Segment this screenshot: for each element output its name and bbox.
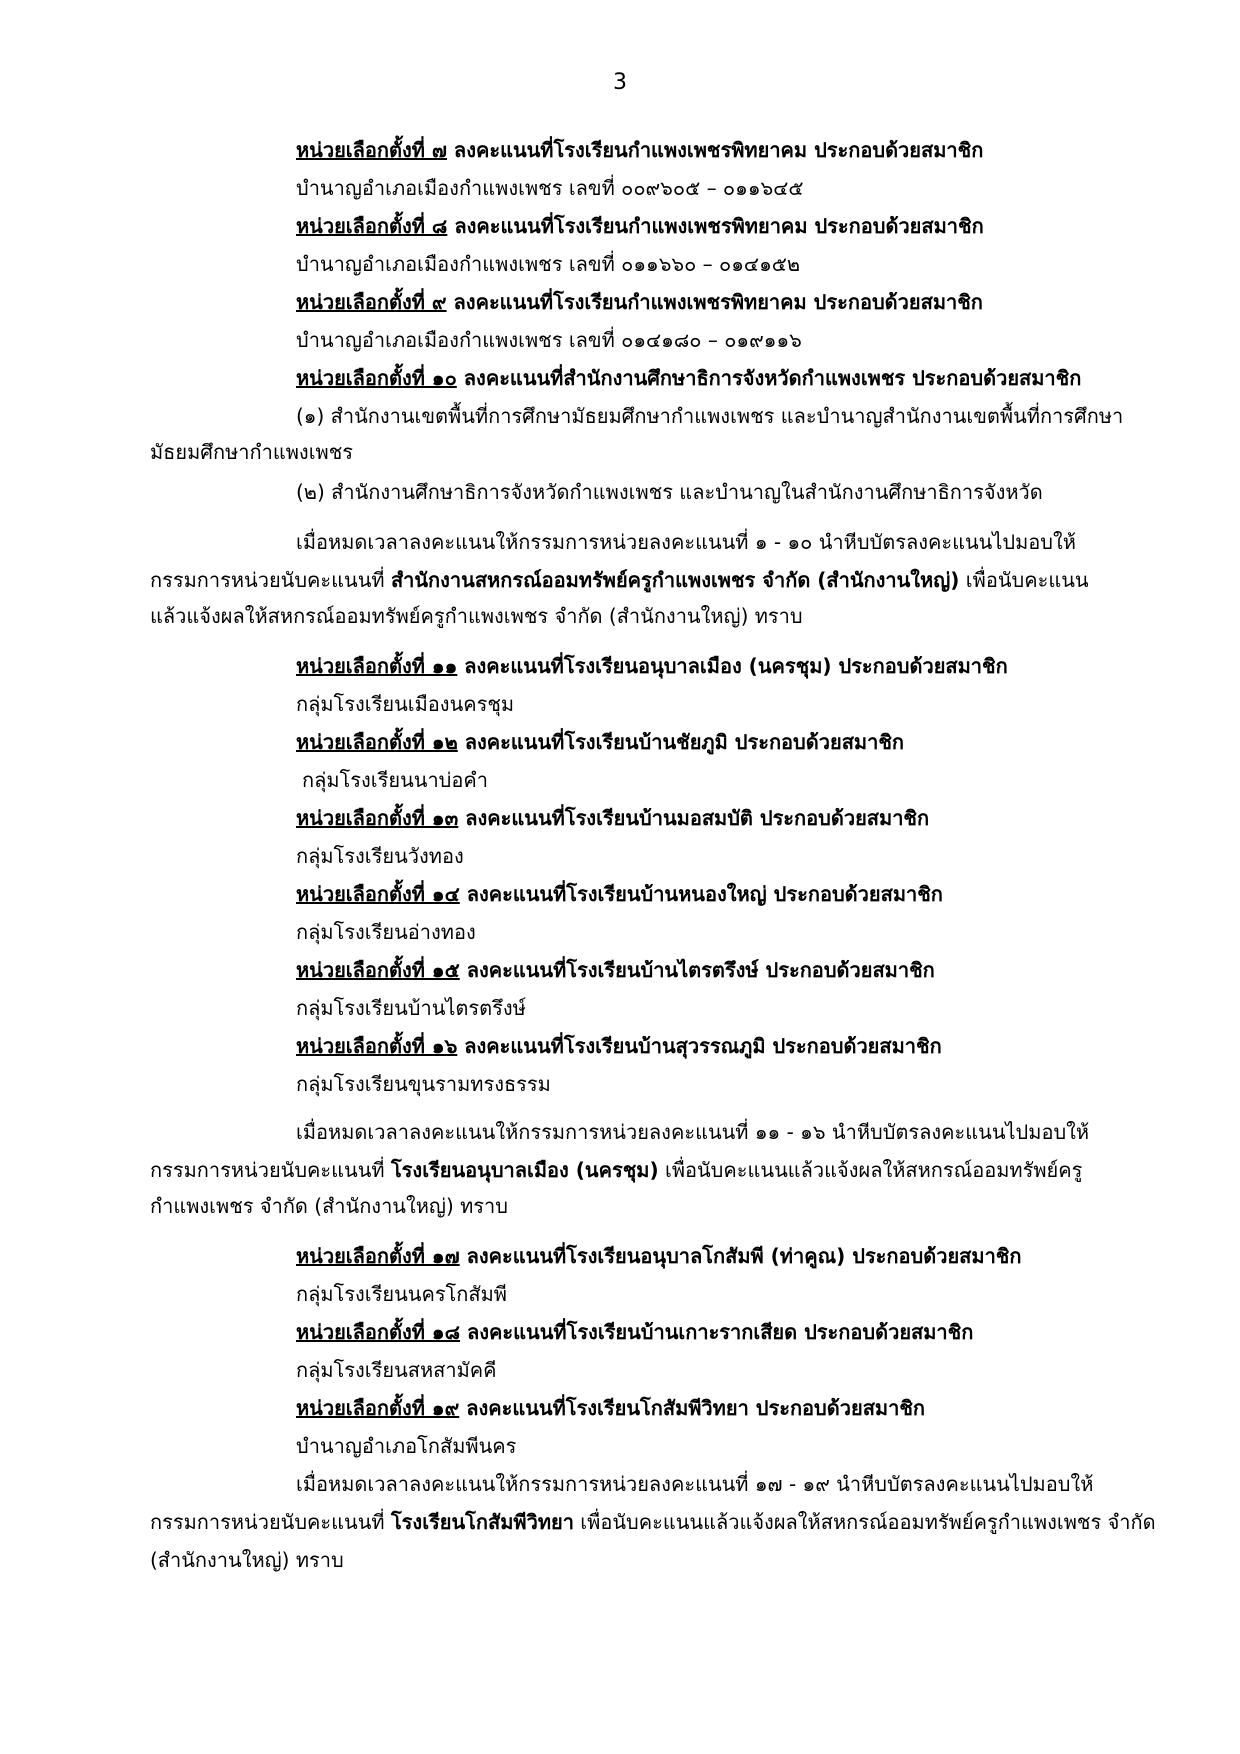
unit-members: กลุ่มโรงเรียนนครโกสัมพี — [296, 1282, 507, 1306]
unit-label: หน่วยเลือกตั้งที่ ๑๑ — [296, 654, 458, 678]
unit-location: ลงคะแนนที่โรงเรียนอนุบาลเมือง (นครชุม) ประกอบด้วยสมาชิก — [457, 654, 1008, 678]
unit-label: หน่วยเลือกตั้งที่ ๘ — [296, 214, 448, 238]
page-number: 3 — [613, 70, 627, 95]
paragraph-line: (สำนักงานใหญ่) ทราบ — [150, 1548, 344, 1572]
paragraph-line — [150, 1508, 1156, 1536]
unit-heading — [296, 364, 1081, 392]
unit-heading — [296, 956, 935, 984]
paragraph-line — [150, 566, 1089, 594]
counting-location: สำนักงานสหกรณ์ออมทรัพย์ครูกำแพงเพชร จำกัด (สำนักงานใหญ่) — [390, 568, 960, 592]
unit-label: หน่วยเลือกตั้งที่ ๑๘ — [296, 1320, 461, 1344]
unit-members: บำนาญอำเภอเมืองกำแพงเพชร เลขที่ ๐๑๔๑๘๐ – ๐๑๙๑๑๖ — [296, 328, 802, 352]
text-span: กรรมการหน่วยนับคะแนนที่ — [150, 1510, 391, 1534]
text-span: เพื่อนับคะแนนแล้วแจ้งผลให้สหกรณ์ออมทรัพย์ครูกำแพงเพชร จำกัด — [573, 1510, 1156, 1534]
unit-location: ลงคะแนนที่โรงเรียนบ้านเกาะรากเสียด ประกอบด้วยสมาชิก — [460, 1320, 974, 1344]
unit-label: หน่วยเลือกตั้งที่ ๑๐ — [296, 366, 457, 390]
counting-location: โรงเรียนโกสัมพีวิทยา — [390, 1510, 574, 1534]
text-span: กรรมการหน่วยนับคะแนนที่ — [150, 1158, 391, 1182]
unit-location: ลงคะแนนที่โรงเรียนโกสัมพีวิทยา ประกอบด้วยสมาชิก — [459, 1396, 925, 1420]
paragraph-line: แล้วแจ้งผลให้สหกรณ์ออมทรัพย์ครูกำแพงเพชร จำกัด (สำนักงานใหญ่) ทราบ — [150, 604, 803, 628]
unit-location: ลงคะแนนที่โรงเรียนกำแพงเพชรพิทยาคม ประกอบด้วยสมาชิก — [446, 138, 984, 162]
paragraph-line: เมื่อหมดเวลาลงคะแนนให้กรรมการหน่วยลงคะแนนที่ ๑ - ๑๐ นำหีบบัตรลงคะแนนไปมอบให้ — [296, 530, 1076, 554]
unit-heading — [296, 728, 904, 756]
unit-label: หน่วยเลือกตั้งที่ ๗ — [296, 138, 447, 162]
unit-heading — [296, 652, 1008, 680]
paragraph-line: กำแพงเพชร จำกัด (สำนักงานใหญ่) ทราบ — [150, 1194, 508, 1218]
unit-members: บำนาญอำเภอเมืองกำแพงเพชร เลขที่ ๐๑๑๖๖๐ – ๐๑๔๑๕๒ — [296, 252, 801, 276]
unit-location: ลงคะแนนที่โรงเรียนบ้านชัยภูมิ ประกอบด้วยสมาชิก — [457, 730, 904, 754]
unit-members: กลุ่มโรงเรียนอ่างทอง — [296, 920, 476, 944]
unit-location: ลงคะแนนที่โรงเรียนกำแพงเพชรพิทยาคม ประกอบด้วยสมาชิก — [447, 214, 984, 238]
unit-label: หน่วยเลือกตั้งที่ ๑๔ — [296, 882, 460, 906]
unit-label: หน่วยเลือกตั้งที่ ๑๖ — [296, 1034, 458, 1058]
unit-heading — [296, 288, 983, 316]
text-span: เพื่อนับคะแนนแล้วแจ้งผลให้สหกรณ์ออมทรัพย์ครู — [658, 1158, 1083, 1182]
unit-members: บำนาญอำเภอโกสัมพีนคร — [296, 1434, 517, 1458]
unit-members: กลุ่มโรงเรียนเมืองนครชุม — [296, 692, 515, 716]
unit-location: ลงคะแนนที่โรงเรียนอนุบาลโกสัมพี (ท่าคูณ) ประกอบด้วยสมาชิก — [459, 1244, 1022, 1268]
unit-location: ลงคะแนนที่โรงเรียนบ้านหนองใหญ่ ประกอบด้วยสมาชิก — [459, 882, 943, 906]
unit-member-item: (๑) สำนักงานเขตพื้นที่การศึกษามัธยมศึกษากำแพงเพชร และบำนาญสำนักงานเขตพื้นที่การศึกษา — [296, 404, 1124, 428]
unit-heading — [296, 880, 943, 908]
paragraph-line — [150, 1156, 1082, 1184]
text-span: กรรมการหน่วยนับคะแนนที่ — [150, 568, 391, 592]
paragraph-line: เมื่อหมดเวลาลงคะแนนให้กรรมการหน่วยลงคะแนนที่ ๑๗ - ๑๙ นำหีบบัตรลงคะแนนไปมอบให้ — [296, 1472, 1094, 1496]
unit-member-item-continued: มัธยมศึกษากำแพงเพชร — [150, 440, 354, 464]
paragraph-line: เมื่อหมดเวลาลงคะแนนให้กรรมการหน่วยลงคะแนนที่ ๑๑ - ๑๖ นำหีบบัตรลงคะแนนไปมอบให้ — [296, 1120, 1090, 1144]
unit-members: บำนาญอำเภอเมืองกำแพงเพชร เลขที่ ๐๐๙๖๐๕ – ๐๑๑๖๔๕ — [296, 176, 804, 200]
unit-heading — [296, 1032, 942, 1060]
unit-location: ลงคะแนนที่โรงเรียนบ้านมอสมบัติ ประกอบด้วยสมาชิก — [458, 806, 930, 830]
text-span: เพื่อนับคะแนน — [959, 568, 1089, 592]
unit-label: หน่วยเลือกตั้งที่ ๑๙ — [296, 1396, 460, 1420]
unit-heading — [296, 136, 983, 164]
unit-location: ลงคะแนนที่โรงเรียนบ้านสุวรรณภูมิ ประกอบด้วยสมาชิก — [457, 1034, 942, 1058]
unit-members: กลุ่มโรงเรียนนาบ่อคำ — [302, 768, 488, 792]
unit-heading — [296, 804, 929, 832]
unit-location: ลงคะแนนที่สำนักงานศึกษาธิการจังหวัดกำแพงเพชร ประกอบด้วยสมาชิก — [456, 366, 1082, 390]
unit-member-item: (๒) สำนักงานศึกษาธิการจังหวัดกำแพงเพชร และบำนาญในสำนักงานศึกษาธิการจังหวัด — [296, 480, 1043, 504]
unit-label: หน่วยเลือกตั้งที่ ๙ — [296, 290, 447, 314]
unit-members: กลุ่มโรงเรียนบ้านไตรตรึงษ์ — [296, 996, 526, 1020]
unit-location: ลงคะแนนที่โรงเรียนกำแพงเพชรพิทยาคม ประกอบด้วยสมาชิก — [446, 290, 983, 314]
unit-members: กลุ่มโรงเรียนขุนรามทรงธรรม — [296, 1072, 551, 1096]
unit-label: หน่วยเลือกตั้งที่ ๑๒ — [296, 730, 458, 754]
unit-heading — [296, 1318, 973, 1346]
unit-heading — [296, 1242, 1021, 1270]
unit-label: หน่วยเลือกตั้งที่ ๑๓ — [296, 806, 459, 830]
unit-label: หน่วยเลือกตั้งที่ ๑๕ — [296, 958, 460, 982]
unit-label: หน่วยเลือกตั้งที่ ๑๗ — [296, 1244, 460, 1268]
unit-members: กลุ่มโรงเรียนสหสามัคคี — [296, 1358, 497, 1382]
unit-members: กลุ่มโรงเรียนวังทอง — [296, 844, 464, 868]
unit-heading — [296, 212, 984, 240]
unit-location: ลงคะแนนที่โรงเรียนบ้านไตรตรึงษ์ ประกอบด้วยสมาชิก — [459, 958, 935, 982]
unit-heading — [296, 1394, 925, 1422]
counting-location: โรงเรียนอนุบาลเมือง (นครชุม) — [390, 1158, 659, 1182]
